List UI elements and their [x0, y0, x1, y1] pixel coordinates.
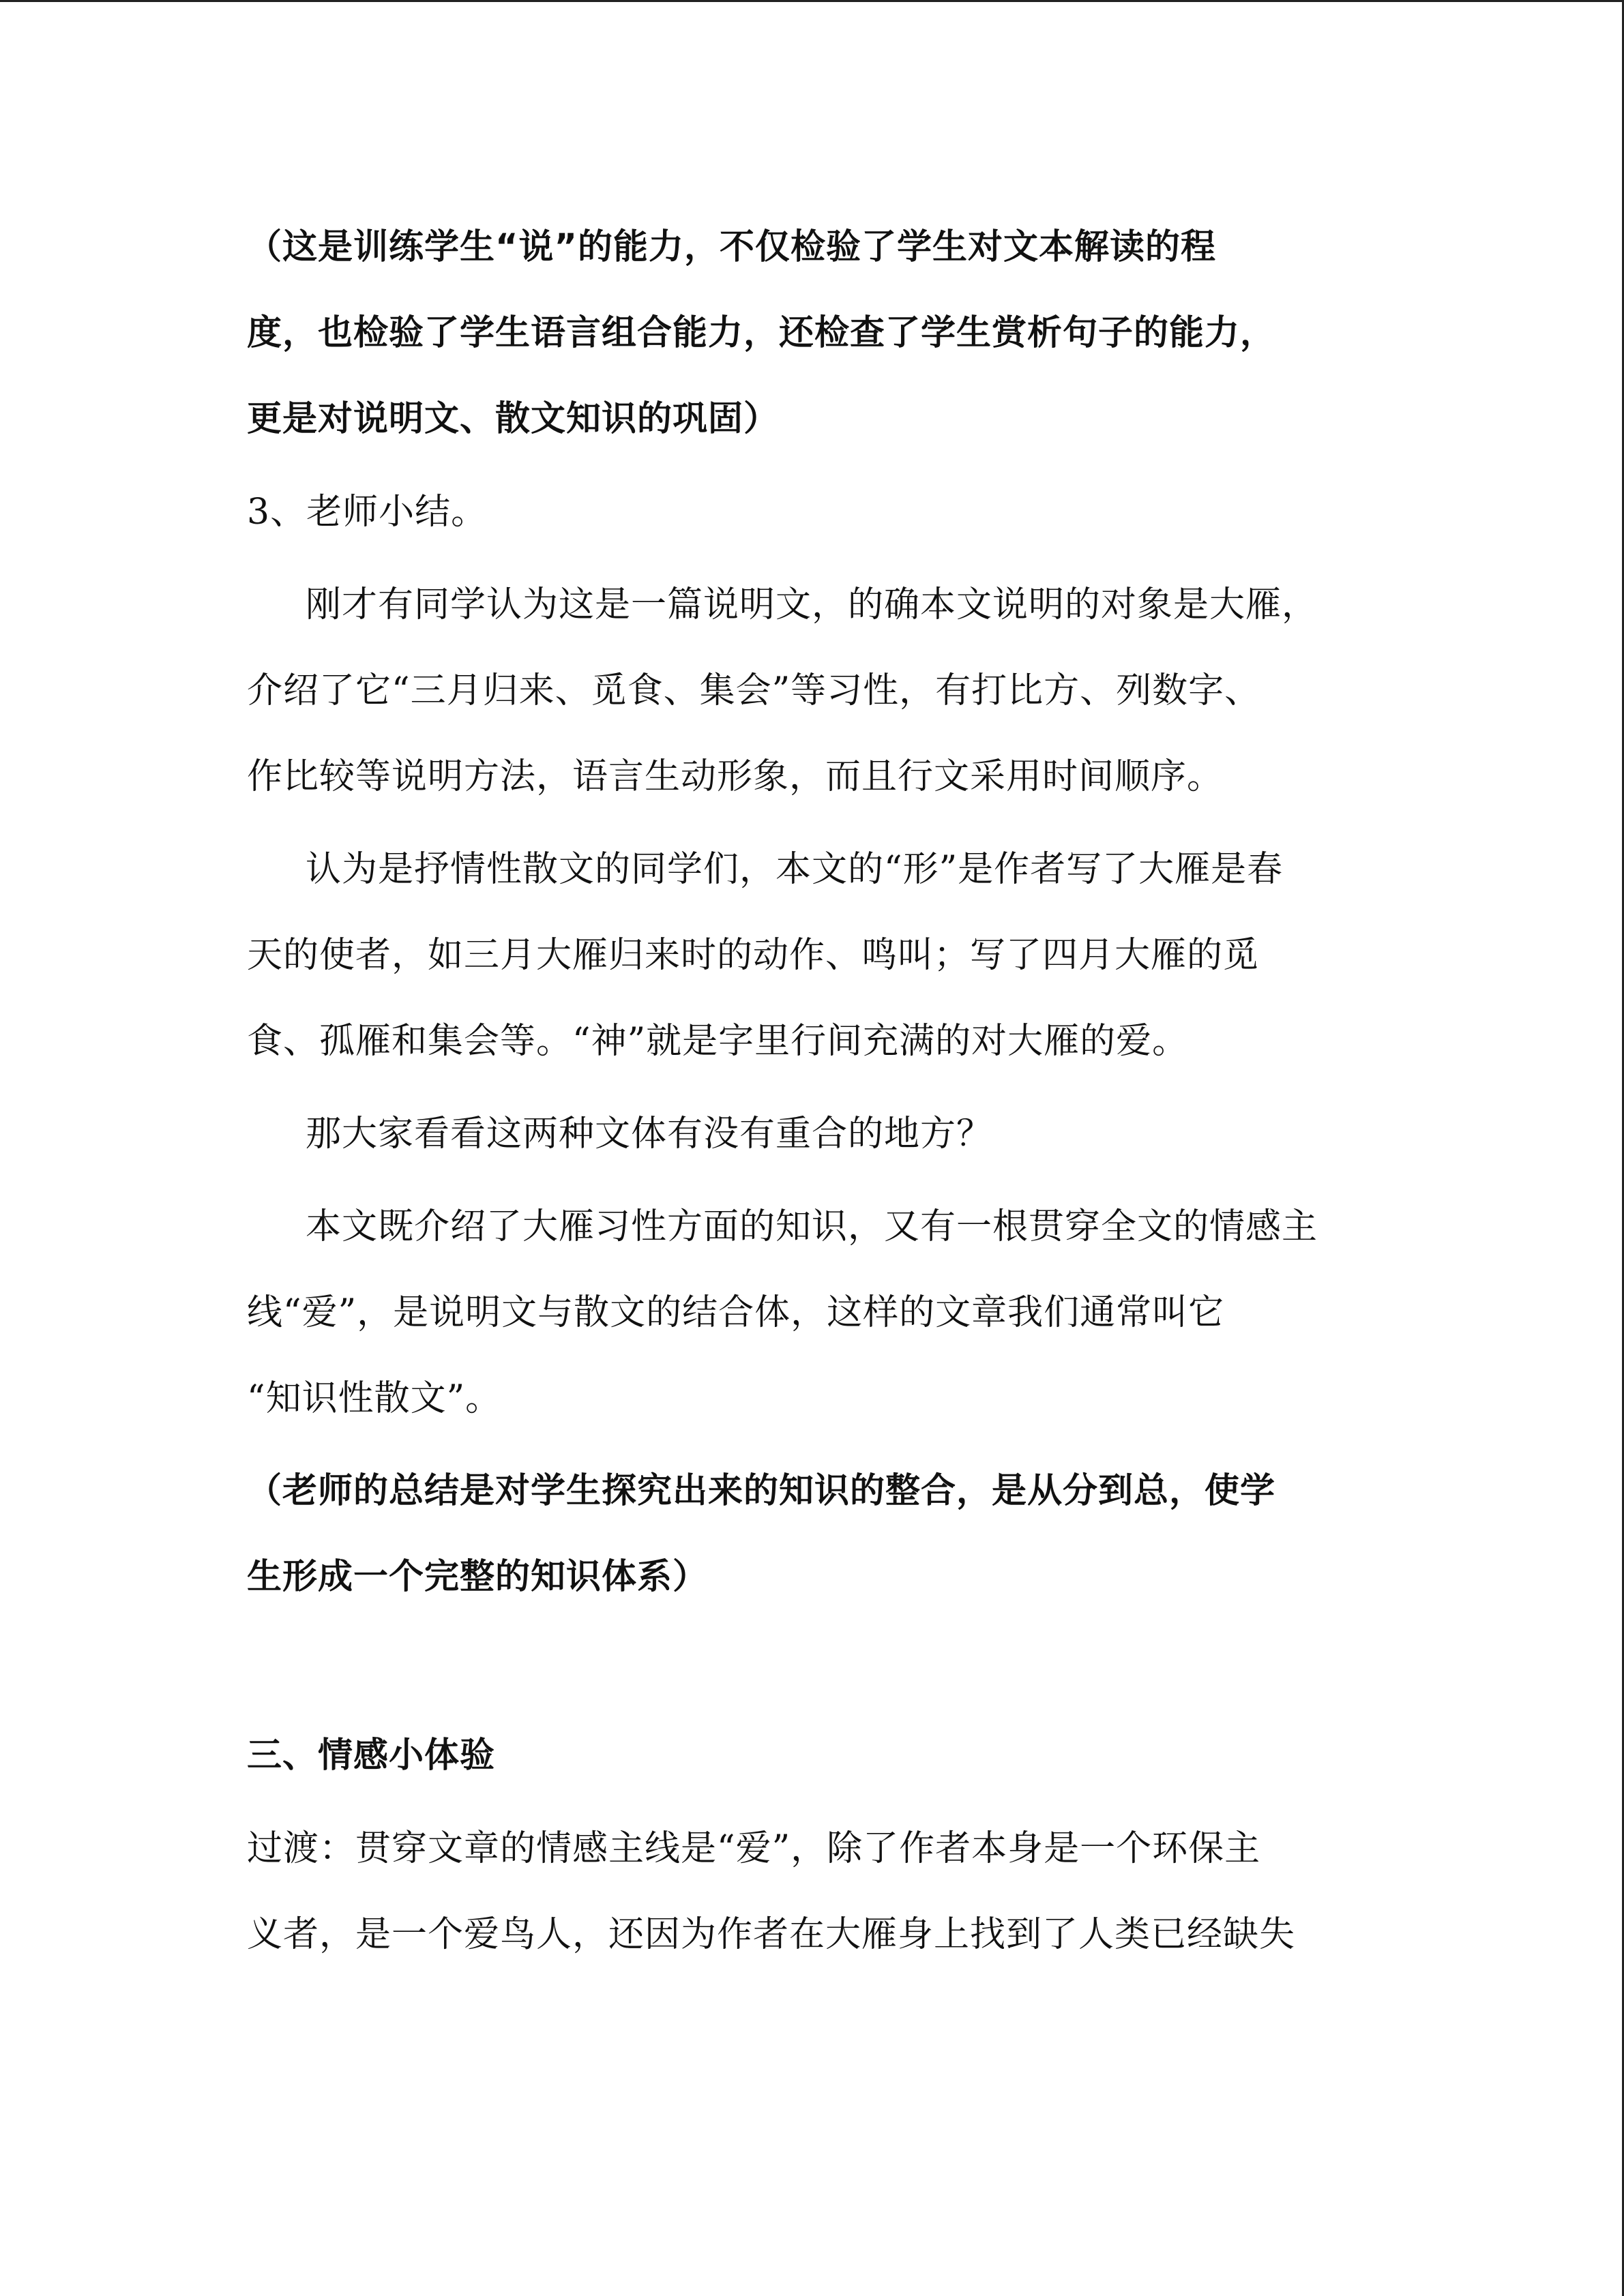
text-line: 刚才有同学认为这是一篇说明文，的确本文说明的对象是大雁， [306, 584, 1318, 625]
text-line: “知识性散文”。 [247, 1378, 502, 1419]
spacer [247, 1799, 1379, 1806]
text-line: 那大家看看这两种文体有没有重合的地方？ [306, 1114, 993, 1154]
paragraph-question [247, 1091, 1379, 1177]
teaching-note-speaking [247, 205, 1379, 462]
text-line: 三、情感小体验 [247, 1735, 496, 1776]
spacer [247, 462, 1379, 469]
text-line: 更是对说明文、散文知识的巩固） [247, 399, 780, 439]
spacer [247, 1442, 1379, 1448]
paragraph-lyrical-prose [247, 826, 1379, 1084]
text-line: 天的使者，如三月大雁归来时的动作、鸣叫；写了四月大雁的觅 [247, 935, 1260, 976]
section-heading-emotion [247, 1713, 1379, 1799]
text-line: 过渡：贯穿文章的情感主线是“爱”，除了作者本身是一个环保主 [247, 1828, 1261, 1869]
text-line: 作比较等说明方法，语言生动形象，而且行文采用时间顺序。 [247, 756, 1224, 797]
spacer [247, 1177, 1379, 1184]
text-line: 生形成一个完整的知识体系） [247, 1557, 709, 1597]
text-line: 线“爱”，是说明文与散文的结合体，这样的文章我们通常叫它 [247, 1292, 1225, 1333]
page-top-border [0, 0, 1624, 2]
text-line: 介绍了它“三月归来、觅食、集会”等习性，有打比方、列数字、 [247, 670, 1261, 711]
text-line: 度，也检验了学生语言组合能力，还检查了学生赏析句子的能力， [247, 313, 1276, 353]
spacer [247, 1084, 1379, 1091]
text-line: 义者，是一个爱鸟人，还因为作者在大雁身上找到了人类已经缺失 [247, 1914, 1296, 1955]
text-line: 认为是抒情性散文的同学们，本文的“形”是作者写了大雁是春 [306, 849, 1284, 890]
text-line: 3、老师小结。 [247, 492, 488, 533]
text-line: 食、孤雁和集会等。“神”就是字里行间充满的对大雁的爱。 [247, 1021, 1189, 1062]
paragraph-transition [247, 1806, 1379, 1978]
text-line: （老师的总结是对学生探究出来的知识的整合，是从分到总，使学 [247, 1471, 1276, 1511]
step-heading-summary [247, 469, 1379, 555]
spacer [247, 555, 1379, 562]
paragraph-knowledge-prose [247, 1184, 1379, 1442]
text-line: （这是训练学生“说”的能力，不仅检验了学生对文本解读的程 [247, 227, 1217, 267]
text-line: 本文既介绍了大雁习性方面的知识，又有一根贯穿全文的情感主 [306, 1206, 1318, 1247]
paragraph-expository [247, 562, 1379, 820]
document-page [247, 205, 1379, 1978]
teaching-note-summary [247, 1448, 1379, 1620]
spacer [247, 1620, 1379, 1713]
spacer [247, 820, 1379, 826]
